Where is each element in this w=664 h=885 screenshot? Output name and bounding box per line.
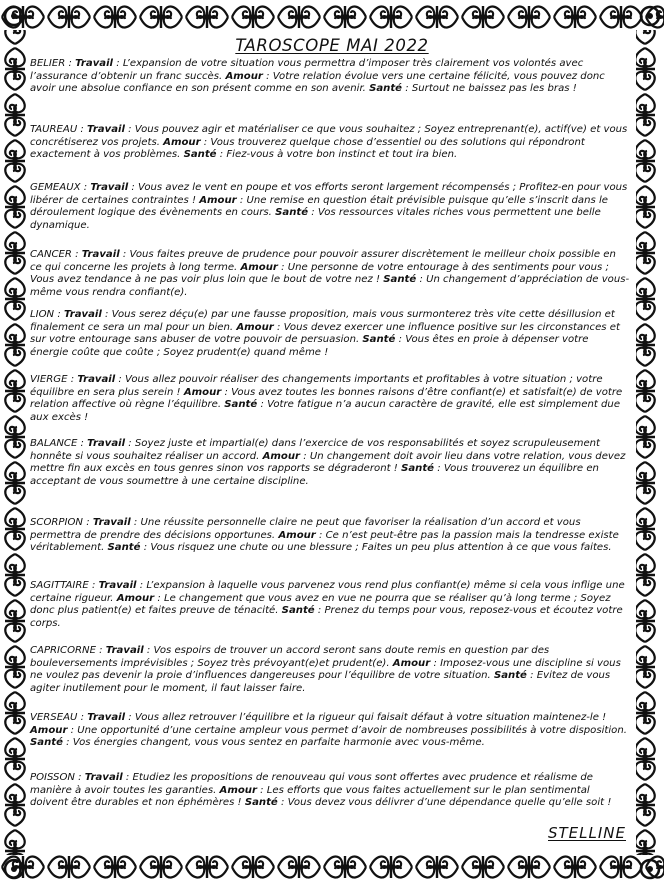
amour-text: Une remise en question était prévisible puisque qu’elle s’inscrit dans le déroulement logique des évènements en cours.: [30, 194, 608, 219]
sign-entry-poisson: POISSON : Travail : Etudiez les propositions de renouveau qui vous sont offertes avec prudence et réalisme de manière à avoir toutes les garanties. Amour : Les efforts que vous faites actuellement sur le plan sentimental doivent être durables et non éphémères ! Santé : Vous devez vous délivrer d’une dépendance quelle qu’elle soit !: [30, 772, 612, 809]
sante-text: Vous êtes en proie à dépenser votre énergie coûte que coûte ; Soyez prudent(e) quand même !: [30, 334, 589, 359]
sign-name: LION: [30, 309, 55, 320]
sante-text: Vos ressources vitales riches vous permettent une belle dynamique.: [30, 207, 601, 232]
sante-label: Santé: [275, 207, 309, 219]
travail-text: Vous serez déçu(e) par une fausse proposition, mais vous surmonterez très vite cette désillusion et finalement ce sera un mal pour un bien.: [30, 309, 615, 333]
amour-label: Amour: [219, 784, 257, 796]
sante-label: Santé: [369, 83, 403, 95]
travail-text: Vous faites preuve de prudence pour pouvoir assurer discrètement le meilleur choix possible en ce qui concerne les projets à long terme.: [30, 249, 616, 273]
travail-text: L’expansion de votre situation vous permettra d’imposer très clairement vos volontés avec l’assurance d’obtenir un franc succès.: [30, 58, 584, 82]
sante-text: Evitez de vous agiter inutilement pour le moment, il faut laisser faire.: [30, 670, 611, 695]
sign-name: GEMEAUX: [30, 182, 81, 193]
sign-name: VERSEAU: [30, 712, 78, 723]
sante-text: Fiez-vous à votre bon instinct et tout ira bien.: [226, 149, 458, 161]
travail-text: Vous avez le vent en poupe et vos efforts seront largement récompensés ; Profitez-en pour vous libérer de certaines contraintes !: [30, 182, 628, 206]
sante-label: Santé: [281, 605, 315, 617]
amour-text: Vous avez toutes les bonnes raisons d’être confiant(e) et satisfait(e) de votre relation affective où règne l’équilibre.: [30, 386, 623, 411]
sign-name: BELIER: [30, 58, 66, 69]
travail-text: Vous allez pouvoir réaliser des changements importants et profitables à votre situation ; votre équilibre en sera plus serein !: [30, 374, 603, 398]
sante-text: Un changement d’appréciation de vous-même vous rendra confiant(e).: [30, 274, 630, 299]
travail-text: Etudiez les propositions de renouveau qui vous sont offertes avec prudence et réalisme de manière à avoir toutes les garanties.: [30, 772, 593, 796]
amour-text: Votre relation évolue vers une certaine félicité, vous pouvez donc avoir une absolue confiance en son présent comme en son avenir.: [30, 70, 605, 95]
travail-label: Travail: [87, 438, 126, 449]
sign-name: POISSON: [30, 772, 75, 783]
sante-label: Santé: [107, 542, 141, 554]
sign-entry-belier: BELIER : Travail : L’expansion de votre situation vous permettra d’imposer très clairement vos volontés avec l’assurance d’obtenir un franc succès. Amour : Votre relation évolue vers une certaine félicité, vous pouvez donc avoir une absolue confiance en son présent comme en son avenir. Santé : Surtout ne baissez pas les bras !: [30, 58, 605, 95]
amour-text: Le changement que vous avez en vue ne pourra que se réaliser qu’à long terme ; Soyez donc plus patient(e) et faites preuve de ténacité.: [30, 592, 611, 617]
travail-label: Travail: [75, 58, 114, 69]
travail-label: Travail: [105, 645, 144, 656]
travail-text: Vous pouvez agir et matérialiser ce que vous souhaitez ; Soyez entreprenant(e), actif(ve) et vous concrétiserez vos projets.: [30, 124, 628, 148]
travail-label: Travail: [84, 772, 123, 783]
travail-label: Travail: [98, 580, 137, 591]
sante-label: Santé: [224, 399, 258, 411]
travail-label: Travail: [87, 124, 125, 135]
sign-name: BALANCE: [30, 438, 78, 449]
sign-entry-verseau: VERSEAU : Travail : Vous allez retrouver l’équilibre et la rigueur qui faisait défaut à votre situation maintenez-le ! Amour : Une opportunité d’une certaine ampleur vous permet d’avoir de nombreuses possibilités à votre disposition. Santé : Vos énergies changent, vous vous sentez en parfaite harmonie avec vous-même.: [30, 712, 627, 749]
sante-label: Santé: [401, 463, 435, 475]
amour-text: Vous trouverez quelque chose d’essentiel ou des solutions qui répondront exactement à vos problèmes.: [30, 136, 585, 161]
sign-name: TAUREAU: [30, 124, 78, 135]
sign-entry-vierge: VIERGE : Travail : Vous allez pouvoir réaliser des changements importants et profitables à votre situation ; votre équilibre en sera plus serein ! Amour : Vous avez toutes les bonnes raisons d’être confiant(e) et satisfait(e) de votre relation affective où règne l’équilibre. Santé : Votre fatigue n’a aucun caractère de gravité, elle est simplement due aux excès !: [30, 374, 623, 424]
sante-text: Vous trouverez un équilibre en acceptant de vous soumettre à une certaine discipline.: [30, 463, 599, 488]
sante-text: Prenez du temps pour vous, reposez-vous et écoutez votre corps.: [30, 605, 623, 630]
sante-label: Santé: [244, 797, 278, 809]
sante-text: Vous devez vous délivrer d’une dépendance quelle qu’elle soit !: [287, 797, 612, 809]
sign-name: SCORPION: [30, 517, 83, 528]
amour-label: Amour: [183, 386, 222, 398]
amour-text: Ce n’est peut-être pas la passion mais la tendresse existe véritablement.: [30, 529, 619, 554]
amour-text: Une personne de votre entourage à des sentiments pour vous ; Vous avez tendance à ne pas voir plus loin que le bout de votre nez !: [30, 261, 609, 286]
sante-label: Santé: [30, 737, 63, 749]
travail-text: Une réussite personnelle claire ne peut que favoriser la réalisation d’un accord et vous permettra de prendre des décisions opportunes.: [30, 517, 581, 541]
amour-text: Un changement doit avoir lieu dans votre relation, vous devez mettre fin aux excès en tous genres sinon vos rapports se dégraderont !: [30, 450, 626, 475]
amour-label: Amour: [392, 657, 431, 669]
travail-text: Vous allez retrouver l’équilibre et la rigueur qui faisait défaut à votre situation maintenez-le !: [134, 712, 607, 723]
sign-entry-scorpion: SCORPION : Travail : Une réussite personnelle claire ne peut que favoriser la réalisation d’un accord et vous permettra de prendre des décisions opportunes. Amour : Ce n’est peut-être pas la passion mais la tendresse existe véritablement. Santé : Vous risquez une chute ou une blessure ; Faites un peu plus attention à ce que vous faites.: [30, 517, 619, 554]
sante-text: Surtout ne baissez pas les bras !: [411, 83, 577, 95]
sign-entry-sagittaire: SAGITTAIRE : Travail : L’expansion à laquelle vous parvenez vous rend plus confiant(e) même si cela vous inflige une certaine rigueur. Amour : Le changement que vous avez en vue ne pourra que se réaliser qu’à long terme ; Soyez donc plus patient(e) et faites preuve de ténacité. Santé : Prenez du temps pour vous, reposez-vous et écoutez votre corps.: [30, 580, 625, 630]
sign-entry-cancer: CANCER : Travail : Vous faites preuve de prudence pour pouvoir assurer discrètement le meilleur choix possible en ce qui concerne les projets à long terme. Amour : Une personne de votre entourage à des sentiments pour vous ; Vous avez tendance à ne pas voir plus loin que le bout de votre nez ! Santé : Un changement d’appréciation de vous-même vous rendra confiant(e).: [30, 249, 630, 299]
amour-text: Les efforts que vous faites actuellement sur le plan sentimental doivent être durables et non éphémères !: [30, 784, 590, 809]
amour-label: Amour: [278, 529, 316, 541]
sante-text: Votre fatigue n’a aucun caractère de gravité, elle est simplement due aux excès !: [30, 399, 621, 424]
sign-name: CANCER: [30, 249, 72, 260]
sante-label: Santé: [383, 274, 417, 286]
amour-text: Imposez-vous une discipline si vous ne voulez pas devenir la proie d’influences dangereuses pour l’équilibre de votre situation.: [30, 657, 621, 682]
sign-name: CAPRICORNE: [30, 645, 96, 656]
amour-label: Amour: [225, 70, 263, 82]
sante-label: Santé: [183, 149, 217, 161]
travail-label: Travail: [92, 517, 131, 528]
sign-entry-capricorne: CAPRICORNE : Travail : Vos espoirs de trouver un accord seront sans doute remis en question par des bouleversements imprévisibles ; Soyez très prévoyant(e)et prudent(e). Amour : Imposez-vous une discipline si vous ne voulez pas devenir la proie d’influences dangereuses pour l’équilibre de votre situation. Santé : Evitez de vous agiter inutilement pour le moment, il faut laisser faire.: [30, 645, 621, 695]
travail-text: Vos espoirs de trouver un accord seront sans doute remis en question par des bouleversements imprévisibles ; Soyez très prévoyant(e)et prudent(e).: [30, 645, 550, 669]
travail-text: L’expansion à laquelle vous parvenez vous rend plus confiant(e) même si cela vous inflige une certaine rigueur.: [30, 580, 625, 604]
sign-name: VIERGE: [30, 374, 68, 385]
amour-label: Amour: [262, 450, 300, 462]
horoscope-content: [28, 34, 636, 850]
sign-entry-balance: BALANCE : Travail : Soyez juste et impartial(e) dans l’exercice de vos responsabilités et soyez scrupuleusement honnête si vous souhaitez réaliser un accord. Amour : Un changement doit avoir lieu dans votre relation, vous devez mettre fin aux excès en tous genres sinon vos rapports se dégraderont ! Santé : Vous trouverez un équilibre en acceptant de vous soumettre à une certaine discipline.: [30, 438, 626, 488]
sign-entry-taureau: TAUREAU : Travail : Vous pouvez agir et matérialiser ce que vous souhaitez ; Soyez entreprenant(e), actif(ve) et vous concrétiserez vos projets. Amour : Vous trouverez quelque chose d’essentiel ou des solutions qui répondront exactement à vos problèmes. Santé : Fiez-vous à votre bon instinct et tout ira bien.: [30, 124, 628, 161]
amour-label: Amour: [240, 261, 278, 273]
sante-text: Vos énergies changent, vous vous sentez en parfaite harmonie avec vous-même.: [72, 737, 485, 749]
sante-label: Santé: [493, 670, 527, 682]
signature: STELLINE: [548, 824, 626, 842]
sign-name: SAGITTAIRE: [30, 580, 89, 591]
amour-label: Amour: [236, 321, 274, 333]
sante-text: Vous risquez une chute ou une blessure ; Faites un peu plus attention à ce que vous faites.: [150, 542, 612, 554]
amour-text: Vous devez exercer une influence positive sur les circonstances et sur votre entourage sans abuser de votre pouvoir de persuasion.: [30, 321, 620, 346]
page-title: TAROSCOPE MAI 2022: [235, 36, 429, 55]
travail-label: Travail: [90, 182, 129, 193]
sign-entry-lion: LION : Travail : Vous serez déçu(e) par une fausse proposition, mais vous surmonterez très vite cette désillusion et finalement ce sera un mal pour un bien. Amour : Vous devez exercer une influence positive sur les circonstances et sur votre entourage sans abuser de votre pouvoir de persuasion. Santé : Vous êtes en proie à dépenser votre énergie coûte que coûte ; Soyez prudent(e) quand même !: [30, 309, 620, 359]
travail-label: Travail: [77, 374, 116, 385]
amour-text: Une opportunité d’une certaine ampleur vous permet d’avoir de nombreuses possibilités à votre disposition.: [77, 724, 627, 736]
sign-entry-gemeaux: GEMEAUX : Travail : Vous avez le vent en poupe et vos efforts seront largement récompensés ; Profitez-en pour vous libérer de certaines contraintes ! Amour : Une remise en question était prévisible puisque qu’elle s’inscrit dans le déroulement logique des évènements en cours. Santé : Vos ressources vitales riches vous permettent une belle dynamique.: [30, 182, 628, 232]
amour-label: Amour: [30, 724, 68, 736]
travail-label: Travail: [63, 309, 102, 320]
travail-text: Soyez juste et impartial(e) dans l’exercice de vos responsabilités et soyez scrupuleusement honnête si vous souhaitez réaliser un accord.: [30, 438, 601, 462]
amour-label: Amour: [199, 194, 237, 206]
travail-label: Travail: [87, 712, 126, 723]
amour-label: Amour: [163, 136, 201, 148]
amour-label: Amour: [116, 592, 155, 604]
sante-label: Santé: [362, 334, 396, 346]
travail-label: Travail: [81, 249, 120, 260]
